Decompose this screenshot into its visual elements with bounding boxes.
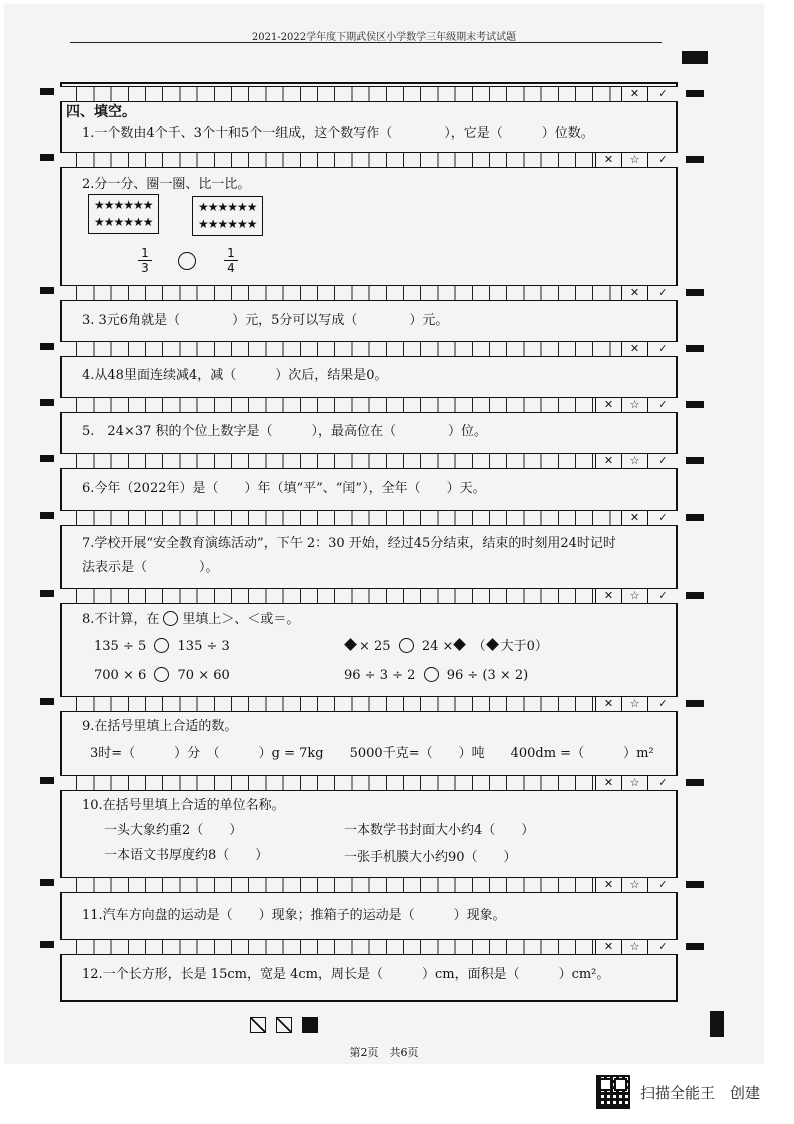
qr-code-icon bbox=[596, 1075, 630, 1109]
q8-d-left: 96 ÷ 3 ÷ 2 bbox=[344, 668, 416, 683]
alignment-marker bbox=[686, 779, 704, 786]
exam-paper bbox=[4, 4, 764, 1064]
q8-b-right: 24 × bbox=[421, 639, 454, 654]
wrong-mark: ✕ bbox=[596, 153, 622, 167]
grading-boxes bbox=[595, 589, 678, 603]
wrong-mark: ✕ bbox=[596, 697, 622, 711]
answer-grid-row bbox=[60, 775, 678, 791]
right-mark: ✓ bbox=[658, 511, 668, 524]
right-mark: ✓ bbox=[658, 342, 668, 355]
question-12: 12.一个长方形，长是 15cm，宽是 4cm，周长是（ ）cm，面积是（ ）cm²。 bbox=[82, 967, 610, 982]
wrong-mark: ✕ bbox=[596, 776, 622, 790]
question-4: 4.从48里面连续减4，减（ ）次后，结果是0。 bbox=[82, 368, 388, 383]
corner-mark-box bbox=[302, 1017, 318, 1033]
alignment-marker bbox=[40, 879, 54, 886]
alignment-marker bbox=[40, 941, 54, 948]
star-row: ★★★★★★ bbox=[94, 198, 153, 212]
page-number: 第2页 共6页 bbox=[349, 1046, 419, 1059]
compare-circle[interactable] bbox=[399, 638, 414, 653]
q8-item-b bbox=[344, 638, 548, 656]
right-mark: ✓ bbox=[658, 454, 668, 467]
grading-boxes bbox=[595, 153, 678, 167]
q8-item-c bbox=[94, 667, 230, 685]
fraction-numerator: 1 bbox=[224, 246, 238, 261]
alignment-marker bbox=[40, 287, 54, 294]
corner-mark-box bbox=[250, 1017, 266, 1033]
question-9-line: 3时=（ ）分 （ ）g = 7kg 5000千克=（ ）吨 400dm =（ ）m² bbox=[90, 746, 654, 761]
answer-grid-row bbox=[60, 588, 678, 604]
fraction-denominator: 4 bbox=[227, 261, 235, 275]
q8-item-a bbox=[94, 638, 230, 656]
star-mark: ☆ bbox=[622, 153, 648, 167]
question-2: 2.分一分、圈一圈、比一比。 bbox=[82, 177, 251, 192]
question-8-title bbox=[82, 611, 299, 629]
question-7-line-2: 法表示是（ ）。 bbox=[82, 560, 219, 575]
grading-boxes bbox=[595, 878, 678, 892]
compare-circle[interactable] bbox=[154, 667, 169, 682]
fraction-numerator: 1 bbox=[138, 246, 152, 261]
q8-b-left: × 25 bbox=[359, 639, 391, 654]
star-row: ★★★★★★ bbox=[198, 217, 257, 231]
wrong-mark: ✕ bbox=[622, 342, 648, 356]
circle-symbol bbox=[163, 611, 178, 626]
answer-grid-row bbox=[60, 86, 678, 102]
q10-item-d: 一张手机膜大小约90（ ） bbox=[344, 850, 517, 865]
star-mark: ☆ bbox=[622, 697, 648, 711]
alignment-marker bbox=[686, 401, 704, 408]
q8-c-left: 700 × 6 bbox=[94, 668, 147, 683]
alignment-block bbox=[710, 1011, 724, 1037]
alignment-marker bbox=[40, 512, 54, 519]
grading-boxes bbox=[621, 342, 678, 356]
answer-grid-row bbox=[60, 939, 678, 955]
grading-boxes bbox=[621, 511, 678, 525]
right-mark: ✓ bbox=[658, 940, 668, 953]
alignment-marker bbox=[686, 156, 704, 163]
alignment-marker bbox=[40, 88, 54, 95]
fraction-one-fourth bbox=[224, 246, 238, 275]
wrong-mark: ✕ bbox=[596, 940, 622, 954]
alignment-marker bbox=[686, 90, 704, 97]
star-mark: ☆ bbox=[622, 398, 648, 412]
answer-grid-row bbox=[60, 397, 678, 413]
alignment-marker bbox=[40, 154, 54, 161]
alignment-marker bbox=[40, 698, 54, 705]
fraction-denominator: 3 bbox=[141, 261, 149, 275]
q8-title-start: 8.不计算，在 bbox=[82, 612, 160, 627]
answer-grid-row bbox=[60, 510, 678, 526]
star-mark: ☆ bbox=[622, 878, 648, 892]
corner-marker bbox=[682, 51, 708, 64]
q8-title-end: 里填上＞、＜或＝。 bbox=[182, 612, 300, 627]
q8-c-right: 70 × 60 bbox=[177, 668, 230, 683]
alignment-marker bbox=[686, 345, 704, 352]
right-mark: ✓ bbox=[658, 87, 668, 100]
question-1: 1.一个数由4个千、3个十和5个一组成，这个数写作（ ），它是（ ）位数。 bbox=[82, 126, 594, 141]
right-mark: ✓ bbox=[658, 286, 668, 299]
right-mark: ✓ bbox=[658, 878, 668, 891]
fraction-one-third bbox=[138, 246, 152, 275]
answer-grid-row bbox=[60, 285, 678, 301]
alignment-marker bbox=[686, 457, 704, 464]
question-3: 3. 3元6角就是（ ）元，5分可以写成（ ）元。 bbox=[82, 313, 449, 328]
wrong-mark: ✕ bbox=[596, 454, 622, 468]
wrong-mark: ✕ bbox=[596, 589, 622, 603]
right-mark: ✓ bbox=[658, 153, 668, 166]
q8-b-note-open: （ bbox=[472, 639, 486, 654]
compare-circle[interactable] bbox=[424, 667, 439, 682]
alignment-marker bbox=[40, 399, 54, 406]
grading-boxes bbox=[621, 286, 678, 300]
alignment-marker bbox=[686, 514, 704, 521]
alignment-marker bbox=[686, 289, 704, 296]
compare-circle[interactable] bbox=[154, 638, 169, 653]
wrong-mark: ✕ bbox=[622, 87, 648, 101]
grading-boxes bbox=[595, 940, 678, 954]
wrong-mark: ✕ bbox=[622, 286, 648, 300]
answer-grid-row bbox=[60, 453, 678, 469]
q8-item-d bbox=[344, 667, 528, 685]
answer-grid-row bbox=[60, 877, 678, 893]
compare-circle[interactable] bbox=[178, 252, 196, 270]
right-mark: ✓ bbox=[658, 398, 668, 411]
question-6: 6.今年（2022年）是（ ）年（填“平”、“闰”），全年（ ）天。 bbox=[82, 481, 486, 496]
alignment-marker bbox=[686, 881, 704, 888]
grading-boxes bbox=[595, 776, 678, 790]
q8-a-left: 135 ÷ 5 bbox=[94, 639, 147, 654]
corner-mark-box bbox=[276, 1017, 292, 1033]
grading-boxes bbox=[595, 454, 678, 468]
q10-item-b: 一本数学书封面大小约4（ ） bbox=[344, 823, 535, 838]
grading-boxes bbox=[595, 398, 678, 412]
alignment-marker bbox=[40, 590, 54, 597]
alignment-marker bbox=[40, 343, 54, 350]
diamond-icon bbox=[454, 638, 467, 651]
section-title: 四、填空。 bbox=[66, 104, 136, 120]
q8-d-right: 96 ÷ (3 × 2) bbox=[446, 668, 529, 683]
star-row: ★★★★★★ bbox=[198, 200, 257, 214]
right-mark: ✓ bbox=[658, 697, 668, 710]
wrong-mark: ✕ bbox=[596, 878, 622, 892]
exam-header: 2021-2022学年度下期武侯区小学数学三年级期末考试试题 bbox=[251, 32, 517, 43]
grading-boxes bbox=[621, 87, 678, 101]
wrong-mark: ✕ bbox=[596, 398, 622, 412]
question-10-title: 10.在括号里填上合适的单位名称。 bbox=[82, 798, 285, 813]
question-7-line-1: 7.学校开展“安全教育演练活动”，下午 2：30 开始，经过45分结束，结束的时刻用24时记时 bbox=[82, 536, 616, 551]
alignment-marker bbox=[686, 592, 704, 599]
answer-grid-row bbox=[60, 341, 678, 357]
q8-b-note: 大于0） bbox=[500, 639, 548, 654]
q8-a-right: 135 ÷ 3 bbox=[177, 639, 230, 654]
header-rule bbox=[70, 42, 662, 43]
right-mark: ✓ bbox=[658, 776, 668, 789]
star-mark: ☆ bbox=[622, 589, 648, 603]
scanner-watermark bbox=[596, 1075, 760, 1109]
watermark-text: 扫描全能王 创建 bbox=[640, 1083, 761, 1102]
star-mark: ☆ bbox=[622, 776, 648, 790]
q10-item-c: 一本语文书厚度约8（ ） bbox=[104, 848, 269, 863]
wrong-mark: ✕ bbox=[622, 511, 648, 525]
star-row: ★★★★★★ bbox=[94, 215, 153, 229]
diamond-icon bbox=[344, 638, 357, 651]
alignment-marker bbox=[40, 455, 54, 462]
q10-item-a: 一头大象约重2（ ） bbox=[104, 823, 243, 838]
answer-grid-row bbox=[60, 152, 678, 168]
star-group-box-1 bbox=[88, 194, 159, 234]
alignment-marker bbox=[686, 943, 704, 950]
alignment-marker bbox=[40, 777, 54, 784]
star-mark: ☆ bbox=[622, 454, 648, 468]
right-mark: ✓ bbox=[658, 589, 668, 602]
question-5: 5. 24×37 积的个位上数字是（ ），最高位在（ ）位。 bbox=[82, 424, 488, 439]
alignment-marker bbox=[686, 700, 704, 707]
question-11: 11.汽车方向盘的运动是（ ）现象；推箱子的运动是（ ）现象。 bbox=[82, 908, 506, 923]
star-mark: ☆ bbox=[622, 940, 648, 954]
star-group-box-2 bbox=[192, 196, 263, 236]
diamond-icon bbox=[486, 638, 499, 651]
answer-grid-row bbox=[60, 696, 678, 712]
question-9-title: 9.在括号里填上合适的数。 bbox=[82, 719, 238, 734]
grading-boxes bbox=[595, 697, 678, 711]
